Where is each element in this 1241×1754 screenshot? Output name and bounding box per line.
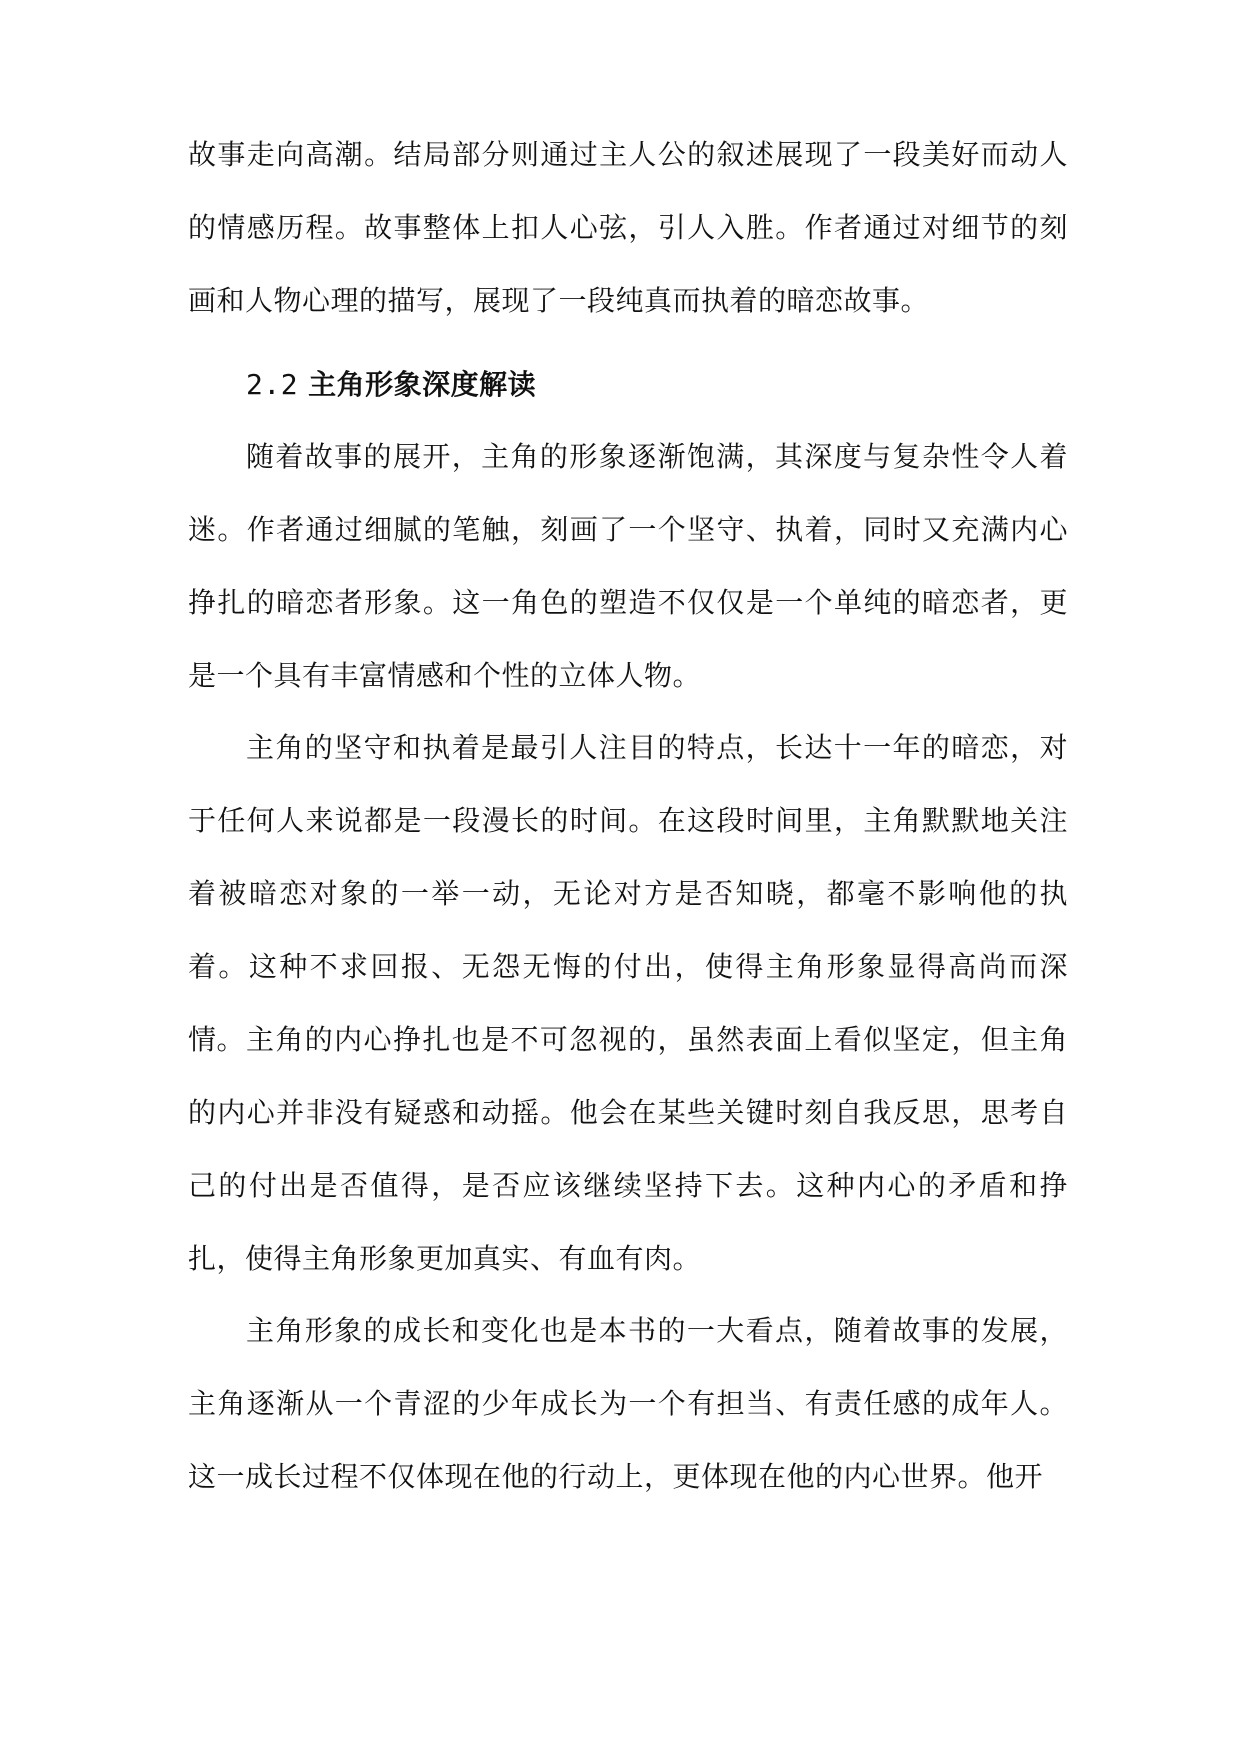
section-heading [246, 348, 1046, 421]
intro-paragraph: 故事走向高潮。结局部分则通过主人公的叙述展现了一段美好而动人的情感历程。故事整体上扣人心弦，引人入胜。作者通过对细节的刻画和人物心理的描写，展现了一段纯真而执着的暗恋故事。 [188, 138, 1068, 317]
section-title: 主角形象深度解读 [308, 368, 537, 401]
body-paragraph-4: 主角形象的成长和变化也是本书的一大看点，随着故事的发展，主角逐渐从一个青涩的少年成长为一个有担当、有责任感的成年人。这一成长过程不仅体现在他的行动上，更体现在他的内心世界。他开 [188, 1314, 1068, 1493]
body-paragraph-2: 主角的坚守和执着是最引人注目的特点，长达十一年的暗恋，对于任何人来说都是一段漫长的时间。在这段时间里，主角默默地关注着被暗恋对象的一举一动，无论对方是否知晓，都毫不影响他的执着。这种不求回报、无怨无悔的付出，使得主角形象显得高尚而深情。 [188, 731, 1068, 1056]
body-paragraph-1: 随着故事的展开，主角的形象逐渐饱满，其深度与复杂性令人着迷。作者通过细腻的笔触，刻画了一个坚守、执着，同时又充满内心挣扎的暗恋者形象。这一角色的塑造不仅仅是一个单纯的暗恋者，更是一个具有丰富情感和个性的立体人物。 [188, 440, 1068, 692]
section-number: 2.2 [246, 368, 299, 401]
body-paragraph-3: 主角的内心挣扎也是不可忽视的，虽然表面上看似坚定，但主角的内心并非没有疑惑和动摇。他会在某些关键时刻自我反思，思考自己的付出是否值得，是否应该继续坚持下去。这种内心的矛盾和挣扎，使得主角形象更加真实、有血有肉。 [188, 1023, 1068, 1275]
